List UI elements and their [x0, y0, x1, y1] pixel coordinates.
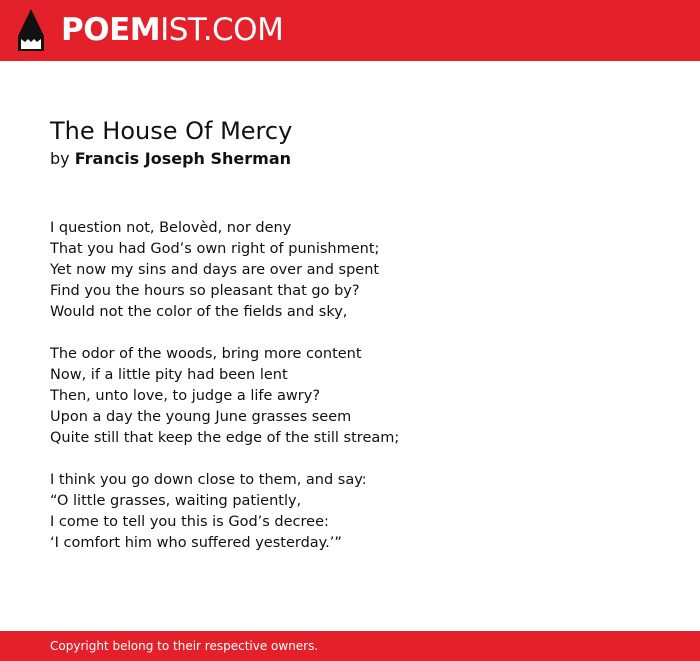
poem-line: Find you the hours so pleasant that go by?	[50, 283, 360, 299]
poem-title: The House Of Mercy	[50, 117, 293, 145]
poem-line: Upon a day the young June grasses seem	[50, 409, 352, 425]
poem-byline	[50, 148, 291, 170]
stanza	[50, 344, 670, 449]
logo-text-bold: POEM	[61, 12, 161, 48]
poem-line: Would not the color of the fields and sky,	[50, 304, 348, 320]
site-header	[0, 0, 700, 61]
poem-line: Then, unto love, to judge a life awry?	[50, 388, 321, 404]
poem-line: The odor of the woods, bring more content	[50, 346, 362, 362]
poem-line: Quite still that keep the edge of the still stream;	[50, 430, 400, 446]
poem-line: Yet now my sins and days are over and spent	[50, 262, 380, 278]
poem-line: ‘I comfort him who suffered yesterday.’”	[50, 535, 342, 551]
poem-line: That you had God’s own right of punishment;	[50, 241, 380, 257]
copyright-text: Copyright belong to their respective owners.	[50, 639, 319, 653]
poem-body	[50, 218, 670, 575]
author-link[interactable]: Francis Joseph Sherman	[74, 149, 292, 168]
poem-line: “O little grasses, waiting patiently,	[50, 493, 302, 509]
stanza	[50, 470, 670, 554]
site-footer	[0, 631, 700, 661]
logo-text-light: IST.COM	[160, 12, 284, 48]
site-logo[interactable]	[18, 9, 283, 51]
logo-text	[61, 9, 283, 51]
byline-prefix: by	[50, 149, 70, 168]
pencil-icon	[18, 9, 44, 51]
poem-line: I come to tell you this is God’s decree:	[50, 514, 329, 530]
poem-line: I think you go down close to them, and say:	[50, 472, 367, 488]
poem-line: Now, if a little pity had been lent	[50, 367, 288, 383]
poem-line: I question not, Belovèd, nor deny	[50, 220, 292, 236]
stanza	[50, 218, 670, 323]
